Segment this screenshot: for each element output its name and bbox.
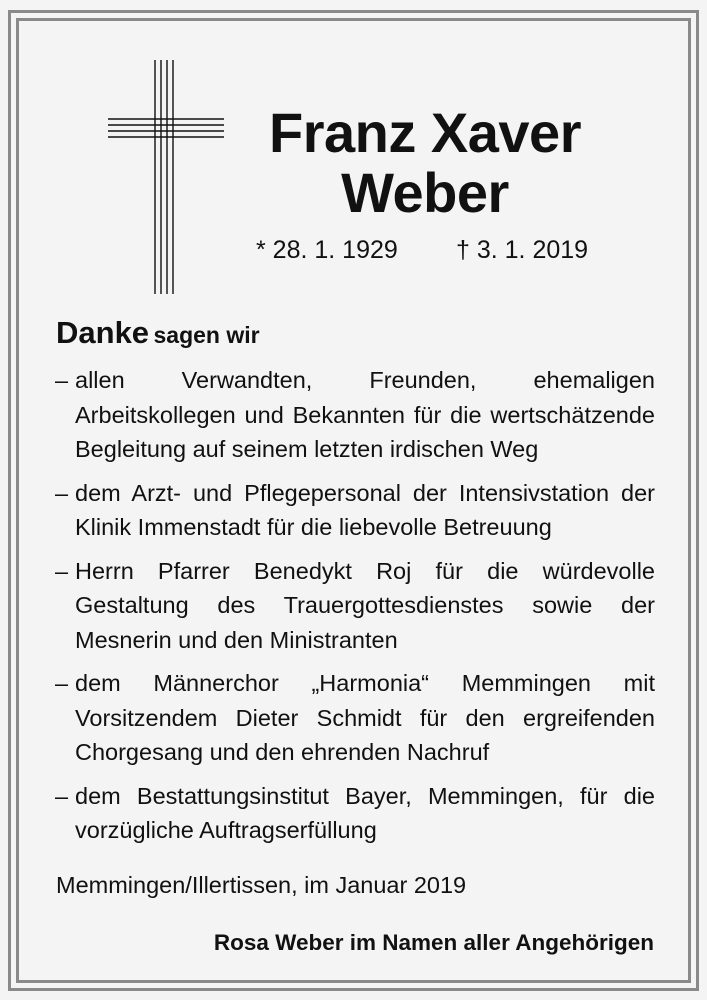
cross-icon xyxy=(106,60,226,296)
birth-date: * 28. 1. 1929 xyxy=(256,236,398,264)
signature: Rosa Weber im Namen aller Angehörigen xyxy=(213,930,654,955)
thanks-heading xyxy=(56,316,260,356)
thanks-list xyxy=(55,363,655,857)
list-item: – dem Männerchor „Harmonia“ Memmingen mit Vorsitzendem Dieter Schmidt für den ergreifenden Chorgesang und den ehrenden Nachruf xyxy=(55,666,655,770)
place-and-date: Memmingen/Illertissen, im Januar 2019 xyxy=(56,872,467,898)
list-item: – allen Verwandten, Freunden, ehemaligen Arbeitskollegen und Bekannten für die wertschätzende Begleitung auf seinem letzten irdischen Weg xyxy=(55,363,655,467)
deceased-name-line1: Franz Xaver xyxy=(269,101,581,164)
list-item: – dem Arzt- und Pflegepersonal der Intensivstation der Klinik Immenstadt für die liebevolle Betreuung xyxy=(55,476,655,545)
list-item: – dem Bestattungsinstitut Bayer, Memmingen, für die vorzügliche Auftragserfüllung xyxy=(55,779,655,848)
thanks-heading-sub: sagen wir xyxy=(153,322,260,348)
thanks-heading-main: Danke xyxy=(56,315,150,350)
death-date: † 3. 1. 2019 xyxy=(456,236,589,264)
list-item: – Herrn Pfarrer Benedykt Roj für die würdevolle Gestaltung des Trauergottesdienstes sowie der Mesnerin und den Ministranten xyxy=(55,554,655,658)
deceased-name-line2: Weber xyxy=(341,161,509,224)
